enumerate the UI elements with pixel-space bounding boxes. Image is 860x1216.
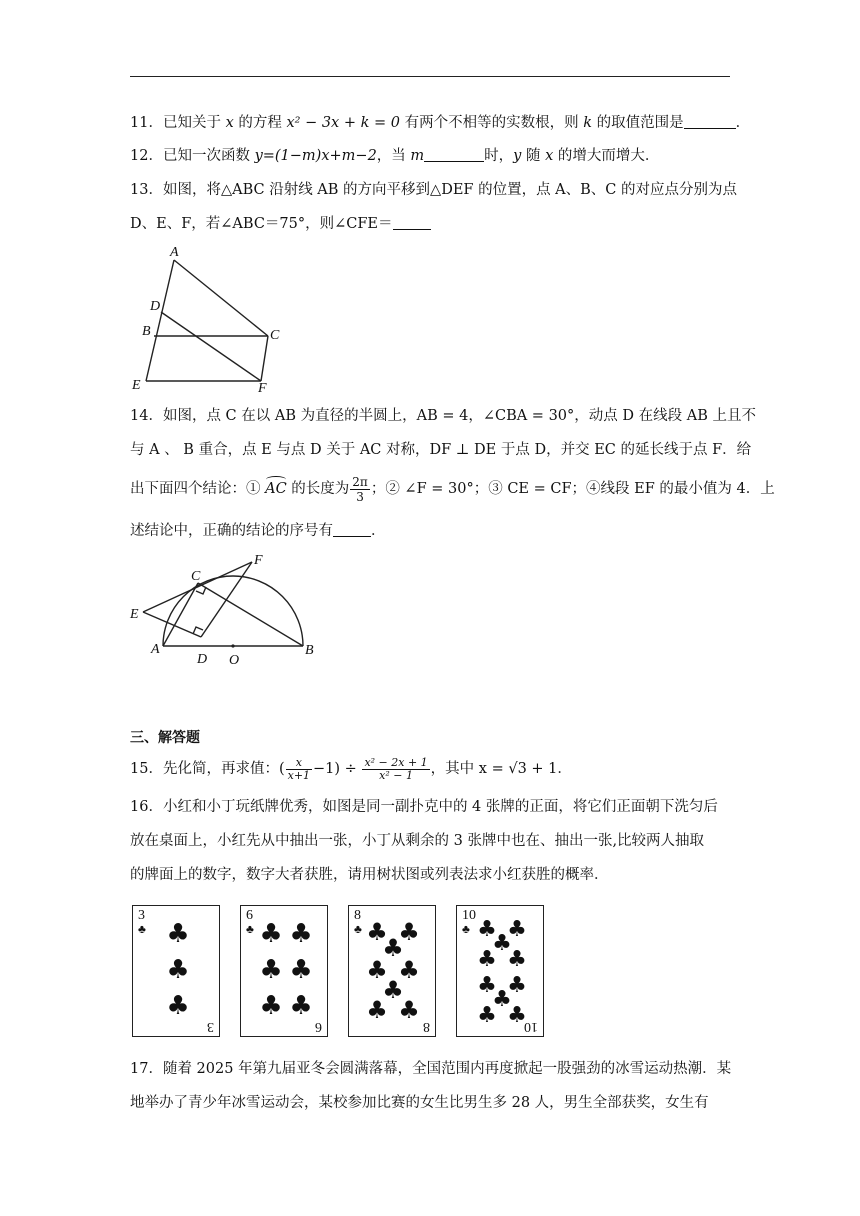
q11-tail: ． <box>735 115 751 131</box>
q12-text-2: ，当 <box>376 148 411 164</box>
arc-ac <box>265 474 287 504</box>
svg-text:♣: ♣ <box>477 947 497 972</box>
q11-text-3: 有两个不相等的实数根，则 <box>399 115 584 131</box>
answer-blank[interactable] <box>424 147 484 162</box>
question-14-line-4 <box>130 521 386 541</box>
q14-text-4: 述结论中，正确的结论的序号有 <box>130 523 333 539</box>
line-ac <box>174 260 268 336</box>
section-heading: 三、解答题 <box>130 730 200 746</box>
label-a: A <box>151 642 160 657</box>
svg-text:♣: ♣ <box>507 917 527 942</box>
label-e: E <box>132 378 141 393</box>
svg-text:♣: ♣ <box>289 955 313 985</box>
arc-label: AC <box>265 481 287 497</box>
svg-text:♣: ♣ <box>166 919 190 949</box>
svg-text:♣: ♣ <box>289 991 313 1021</box>
arc-mark <box>266 476 286 483</box>
header-rule <box>130 76 730 77</box>
question-16-line-2: 放在桌面上，小红先从中抽出一张，小丁从剩余的 3 张牌中也在、抽出一张,比较两人抽取 <box>130 833 705 849</box>
q12-function: y=(1−m)x+m−2 <box>254 148 377 164</box>
svg-text:♣: ♣ <box>259 991 283 1021</box>
svg-text:♣: ♣ <box>477 973 497 998</box>
label-c: C <box>270 328 280 343</box>
svg-text:♣: ♣ <box>507 1003 527 1028</box>
card-rank: 3 <box>138 908 145 923</box>
q13-text: D、E、F，若∠ABC＝75°，则∠CFE＝ <box>130 216 393 232</box>
label-c: C <box>191 569 201 584</box>
semicircle-arc <box>163 576 303 646</box>
q11-text-2: 的方程 <box>233 115 287 131</box>
q12-text-5: 的增大而增大． <box>553 148 660 164</box>
club-icon: ♣ <box>138 922 146 936</box>
svg-text:♣: ♣ <box>398 956 420 984</box>
question-16-line-1: 16．小红和小丁玩纸牌优秀，如图是同一副扑克中的 4 张牌的正面，将它们正面朝下洗匀后 <box>130 799 718 815</box>
question-14-line-2: 与 A 、 B 重合，点 E 与点 D 关于 AC 对称，DF ⊥ DE 于点 D，并交 EC 的延长线于点 F．给 <box>130 442 752 458</box>
svg-text:♣: ♣ <box>166 991 190 1021</box>
fraction-2-den: x² − 1 <box>379 768 413 782</box>
q12-var-y: y <box>513 148 522 164</box>
question-14-line-3 <box>130 474 775 504</box>
q15-text-3: ，其中 x = √3 + 1． <box>430 761 572 777</box>
center-dot <box>231 644 234 647</box>
svg-text:♣: ♣ <box>492 931 512 956</box>
line-ac <box>163 583 198 646</box>
card-pips <box>349 906 435 1036</box>
answer-blank[interactable] <box>393 215 431 230</box>
playing-card-3 <box>132 905 220 1037</box>
svg-text:♣: ♣ <box>366 956 388 984</box>
label-o: O <box>229 653 240 668</box>
svg-text:♣: ♣ <box>507 947 527 972</box>
figure-14-semicircle <box>128 550 328 670</box>
svg-text:♣: ♣ <box>366 918 388 946</box>
line-cf <box>261 336 268 381</box>
label-f: F <box>254 553 263 568</box>
q12-text-4: 随 <box>521 148 546 164</box>
q12-var-x: x <box>545 148 554 164</box>
label-e: E <box>130 607 139 622</box>
club-icon: ♣ <box>246 922 254 936</box>
q15-text-2: −1) ÷ <box>313 761 362 777</box>
q14-text-3: ；② ∠F = 30°；③ CE = CF；④线段 EF 的最小值为 4．上 <box>370 481 775 497</box>
fraction-2pi-3 <box>350 475 370 504</box>
svg-text:♣: ♣ <box>259 919 283 949</box>
svg-text:♣: ♣ <box>166 955 190 985</box>
q11-equation: x² − 3x + k = 0 <box>286 115 400 131</box>
fraction-2 <box>362 757 429 782</box>
svg-text:♣: ♣ <box>398 918 420 946</box>
right-angle-c <box>196 587 206 594</box>
question-16-line-3: 的牌面上的数字，数字大者获胜，请用树状图或列表法求小红获胜的概率． <box>130 867 609 883</box>
card-rank-inverted: 3 <box>207 1019 214 1034</box>
q15-text: 15．先化简，再求值：( <box>130 761 285 777</box>
label-f: F <box>258 381 267 395</box>
line-ae <box>146 260 174 381</box>
figure-13-translation <box>128 240 288 395</box>
svg-text:♣: ♣ <box>477 1003 497 1028</box>
line-cb <box>198 583 303 646</box>
fraction-1 <box>286 757 312 782</box>
question-13-line-1: 13．如图，将△ABC 沿射线 AB 的方向平移到△DEF 的位置，点 A、B、C 的对应点分别为点 <box>130 182 738 198</box>
q11-var-k: k <box>583 115 592 131</box>
line-ed <box>143 612 201 637</box>
svg-text:♣: ♣ <box>492 987 512 1012</box>
card-pips <box>133 906 219 1036</box>
label-d: D <box>197 652 208 667</box>
card-rank-inverted: 10 <box>524 1019 538 1034</box>
svg-text:♣: ♣ <box>477 917 497 942</box>
club-icon: ♣ <box>354 922 362 936</box>
card-rank: 6 <box>246 908 253 923</box>
svg-text:♣: ♣ <box>382 934 404 962</box>
q11-var-x: x <box>225 115 234 131</box>
card-pips <box>457 906 543 1036</box>
label-d: D <box>150 299 161 314</box>
label-b: B <box>305 643 314 658</box>
question-13-line-2 <box>130 214 431 234</box>
q14-text-2: 的长度为 <box>286 481 350 497</box>
q11-text-4: 的取值范围是 <box>592 115 684 131</box>
q14-text: 出下面四个结论：① <box>130 481 266 497</box>
q12-text-3: 时， <box>484 148 514 164</box>
fraction-numerator: 2π <box>352 474 368 489</box>
fraction-1-num: x <box>286 757 312 770</box>
label-a: A <box>170 245 179 260</box>
card-pips <box>241 906 327 1036</box>
q11-text: 11．已知关于 <box>130 115 226 131</box>
playing-card-6 <box>240 905 328 1037</box>
svg-text:♣: ♣ <box>289 919 313 949</box>
playing-card-10 <box>456 905 544 1037</box>
fraction-1-den: x+1 <box>287 768 311 782</box>
fraction-denominator: 3 <box>356 489 364 504</box>
answer-blank[interactable] <box>333 522 371 537</box>
card-rank: 8 <box>354 908 361 923</box>
card-rank-inverted: 8 <box>423 1019 430 1034</box>
card-rank: 10 <box>462 908 476 923</box>
right-angle-d <box>193 627 203 634</box>
question-11 <box>130 113 750 133</box>
club-icon: ♣ <box>462 922 470 936</box>
playing-card-8 <box>348 905 436 1037</box>
fraction-2-num: x² − 2x + 1 <box>364 755 428 769</box>
line-df <box>161 312 261 381</box>
svg-text:♣: ♣ <box>259 955 283 985</box>
question-17-line-1: 17．随着 2025 年第九届亚冬会圆满落幕，全国范围内再度掀起一股强劲的冰雪运动热潮．某 <box>130 1061 732 1077</box>
question-12 <box>130 146 659 166</box>
svg-text:♣: ♣ <box>507 973 527 998</box>
question-15 <box>130 754 572 784</box>
label-b: B <box>142 324 151 339</box>
card-rank-inverted: 6 <box>315 1019 322 1034</box>
svg-text:♣: ♣ <box>382 976 404 1004</box>
q14-tail: ． <box>371 523 386 539</box>
question-14-line-1: 14．如图，点 C 在以 AB 为直径的半圆上，AB = 4，∠CBA = 30°，动点 D 在线段 AB 上且不 <box>130 408 756 424</box>
q12-text: 12．已知一次函数 <box>130 148 255 164</box>
svg-text:♣: ♣ <box>366 996 388 1024</box>
svg-text:♣: ♣ <box>398 996 420 1024</box>
q12-var-m: m <box>410 148 425 164</box>
answer-blank[interactable] <box>684 114 736 129</box>
question-17-line-2: 地举办了青少年冰雪运动会，某校参加比赛的女生比男生多 28 人，男生全部获奖，女生有 <box>130 1095 709 1111</box>
